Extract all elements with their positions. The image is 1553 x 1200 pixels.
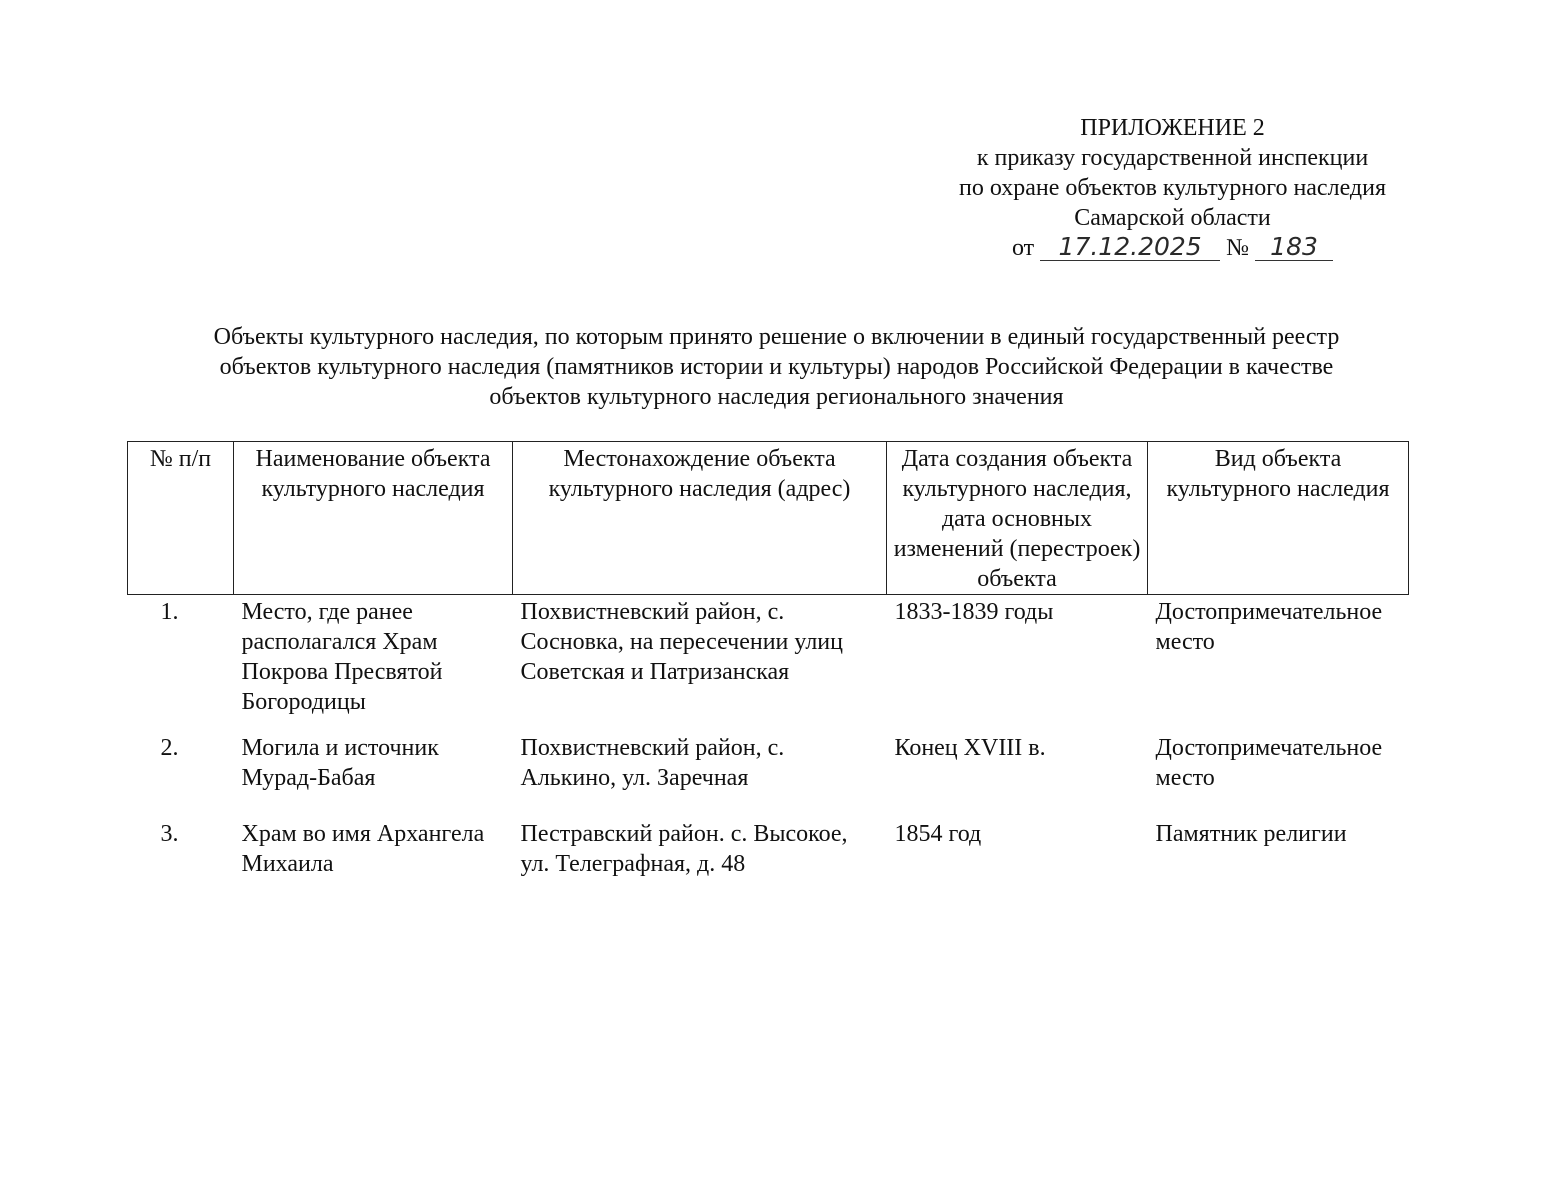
appendix-line-1: к приказу государственной инспекции (976, 145, 1369, 171)
from-label: от (1011, 235, 1035, 261)
appendix-heading: ПРИЛОЖЕНИЕ 2 (1080, 115, 1265, 141)
row-number: 1. (160, 599, 179, 625)
row-date: Конец XVIII в. (894, 735, 1046, 761)
table-row (128, 819, 1409, 879)
title-line-1: Объекты культурного наследия, по которым принято решение о включении в единый государственный реестр (213, 324, 1340, 350)
number-label: № (1226, 235, 1250, 261)
document-title (100, 322, 1453, 412)
table-header-row (128, 442, 1409, 595)
header-address: Местонахождение объекта культурного наследия (адрес) (513, 442, 887, 595)
header-type: Вид объекта культурного наследия (1148, 442, 1409, 595)
order-date-row (900, 233, 1445, 263)
appendix-line-3: Самарской области (1074, 205, 1271, 231)
header-number: № п/п (128, 442, 234, 595)
row-type: Достопримечательное место (1155, 735, 1383, 791)
row-date: 1833-1839 годы (894, 599, 1054, 625)
row-date: 1854 год (894, 821, 982, 847)
row-number: 3. (160, 821, 179, 847)
row-number: 2. (160, 735, 179, 761)
order-date-handwritten: 17.12.2025 (1040, 234, 1220, 261)
heritage-objects-table (127, 441, 1409, 879)
appendix-block (900, 113, 1445, 263)
row-name: Храм во имя Архангела Михаила (241, 821, 485, 877)
header-name: Наименование объекта культурного наследия (234, 442, 513, 595)
row-address: Похвистневский район, с. Алькино, ул. Заречная (520, 735, 785, 791)
title-line-3: объектов культурного наследия регионального значения (489, 384, 1064, 410)
appendix-line-2: по охране объектов культурного наследия (958, 175, 1386, 201)
title-line-2: объектов культурного наследия (памятников истории и культуры) народов Российской Федерации в качестве (219, 354, 1334, 380)
table-row (128, 733, 1409, 819)
header-date: Дата создания объекта культурного наследия, дата основных изменений (перестроек) объекта (887, 442, 1148, 595)
row-type: Достопримечательное место (1155, 599, 1383, 655)
row-address: Похвистневский район, с. Сосновка, на пересечении улиц Советская и Патризанская (520, 599, 843, 685)
table-row (128, 595, 1409, 734)
order-number-handwritten: 183 (1255, 234, 1333, 261)
row-address: Пестравский район. с. Высокое, ул. Телеграфная, д. 48 (520, 821, 848, 877)
row-name: Место, где ранее располагался Храм Покрова Пресвятой Богородицы (241, 599, 443, 715)
row-type: Памятник религии (1155, 821, 1347, 847)
row-name: Могила и источник Мурад-Бабая (241, 735, 439, 791)
